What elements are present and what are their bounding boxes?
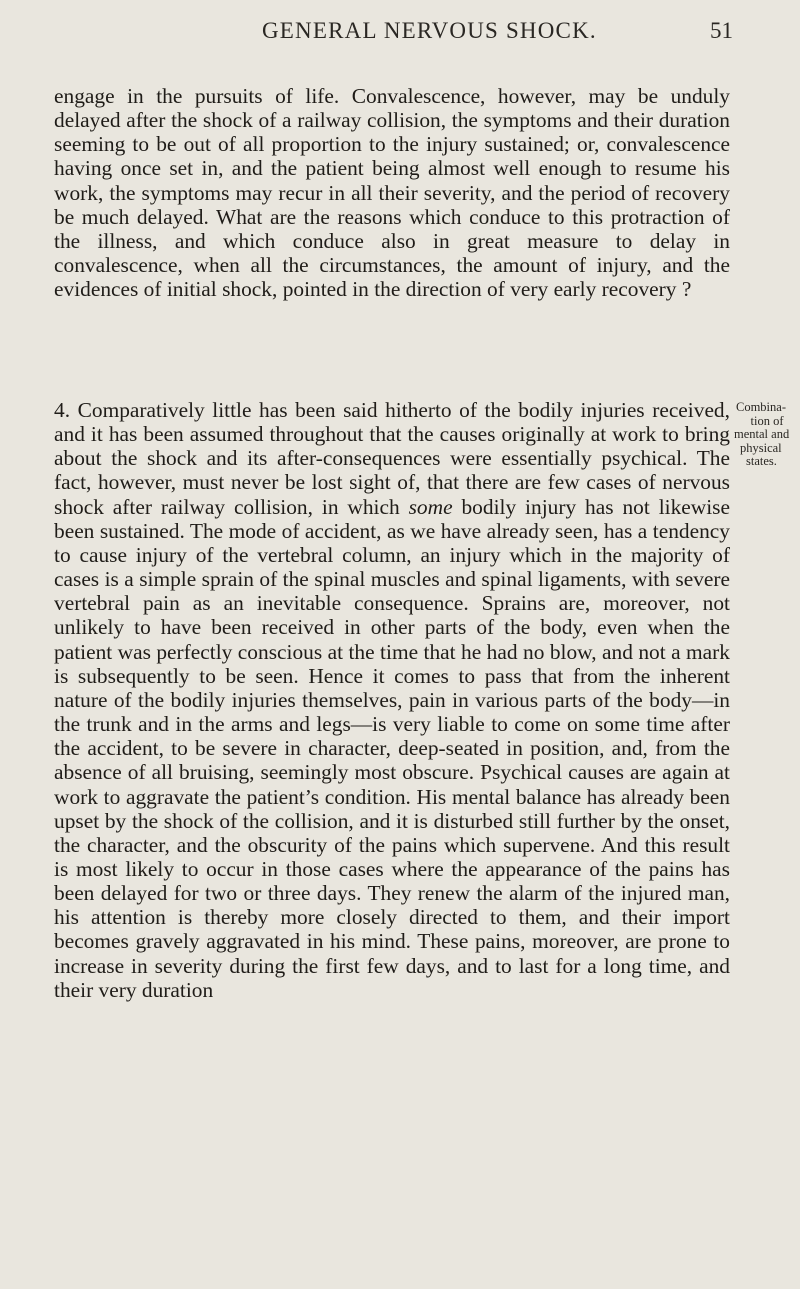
running-title: GENERAL NERVOUS SHOCK. bbox=[262, 18, 597, 43]
margin-note-line: mental and bbox=[734, 427, 790, 441]
margin-note bbox=[734, 401, 800, 469]
margin-note-line: Combina- bbox=[736, 400, 786, 414]
margin-note-line: tion of bbox=[750, 413, 784, 428]
section-number: 4. bbox=[54, 398, 71, 422]
section-paragraph bbox=[54, 398, 730, 1002]
section-text-start: Comparatively little has been said hitherto of the bodily injuries received, and it has been assumed throughout that the causes originally at work to bring about the shock and its after-consequences were essentially psychical. The fact, however, must never be lost sight of, that there are few cases of nervous shock after railway collision, in which bbox=[54, 398, 730, 519]
paragraph-continued-text: engage in the pursuits of life. Convalescence, however, may be unduly delayed after the shock of a railway collision, the symptoms and their duration seeming to be out of all proportion to the injury sustained; or, convalescence having once set in, and the patient being almost well enough to resume his work, the symptoms may recur in all their severity, and the period of recovery be much delayed. What are the reasons which conduce to this protraction of the illness, and which conduce also in great measure to delay in convalescence, when all the circumstances, the amount of injury, and the evidences of initial shock, pointed in the direction of very early recovery ? bbox=[54, 84, 730, 302]
paragraph-continued bbox=[54, 84, 730, 301]
margin-note-line: physical bbox=[740, 440, 782, 455]
running-head bbox=[0, 14, 800, 44]
page-number: 51 bbox=[710, 18, 733, 43]
section-emphasis: some bbox=[408, 494, 453, 519]
margin-note-line: states. bbox=[746, 454, 777, 468]
section-text-end: bodily injury has not likewise been sustained. The mode of accident, as we have already seen, has a tendency to cause injury of the vertebral column, an injury which in the majority of cases is a simple sprain of the spinal muscles and spinal ligaments, with severe vertebral pain as an inevitable consequence. Sprains are, moreover, not unlikely to have been received in other parts of the body, even when the patient was perfectly conscious at the time that he had no blow, and not a mark is subsequently to be seen. Hence it comes to pass that from the inherent nature of the bodily injuries themselves, pain in various parts of the body—in the trunk and in the arms and legs—is very liable to come on some time after the accident, to be severe in character, deep-seated in position, and, from the absence of all bruising, seemingly most obscure. Psychical causes are again at work to aggravate the patient’s condition. His mental balance has already been upset by the shock of the collision, and it is disturbed still further by the onset, the character, and the obscurity of the pains which supervene. And this result is most likely to occur in those cases where the appearance of the pains has been delayed for two or three days. They renew the alarm of the injured man, his attention is thereby more closely directed to them, and their import becomes gravely aggravated in his mind. These pains, moreover, are prone to increase in severity during the first few days, and to last for a long time, and their very duration bbox=[54, 494, 731, 1002]
